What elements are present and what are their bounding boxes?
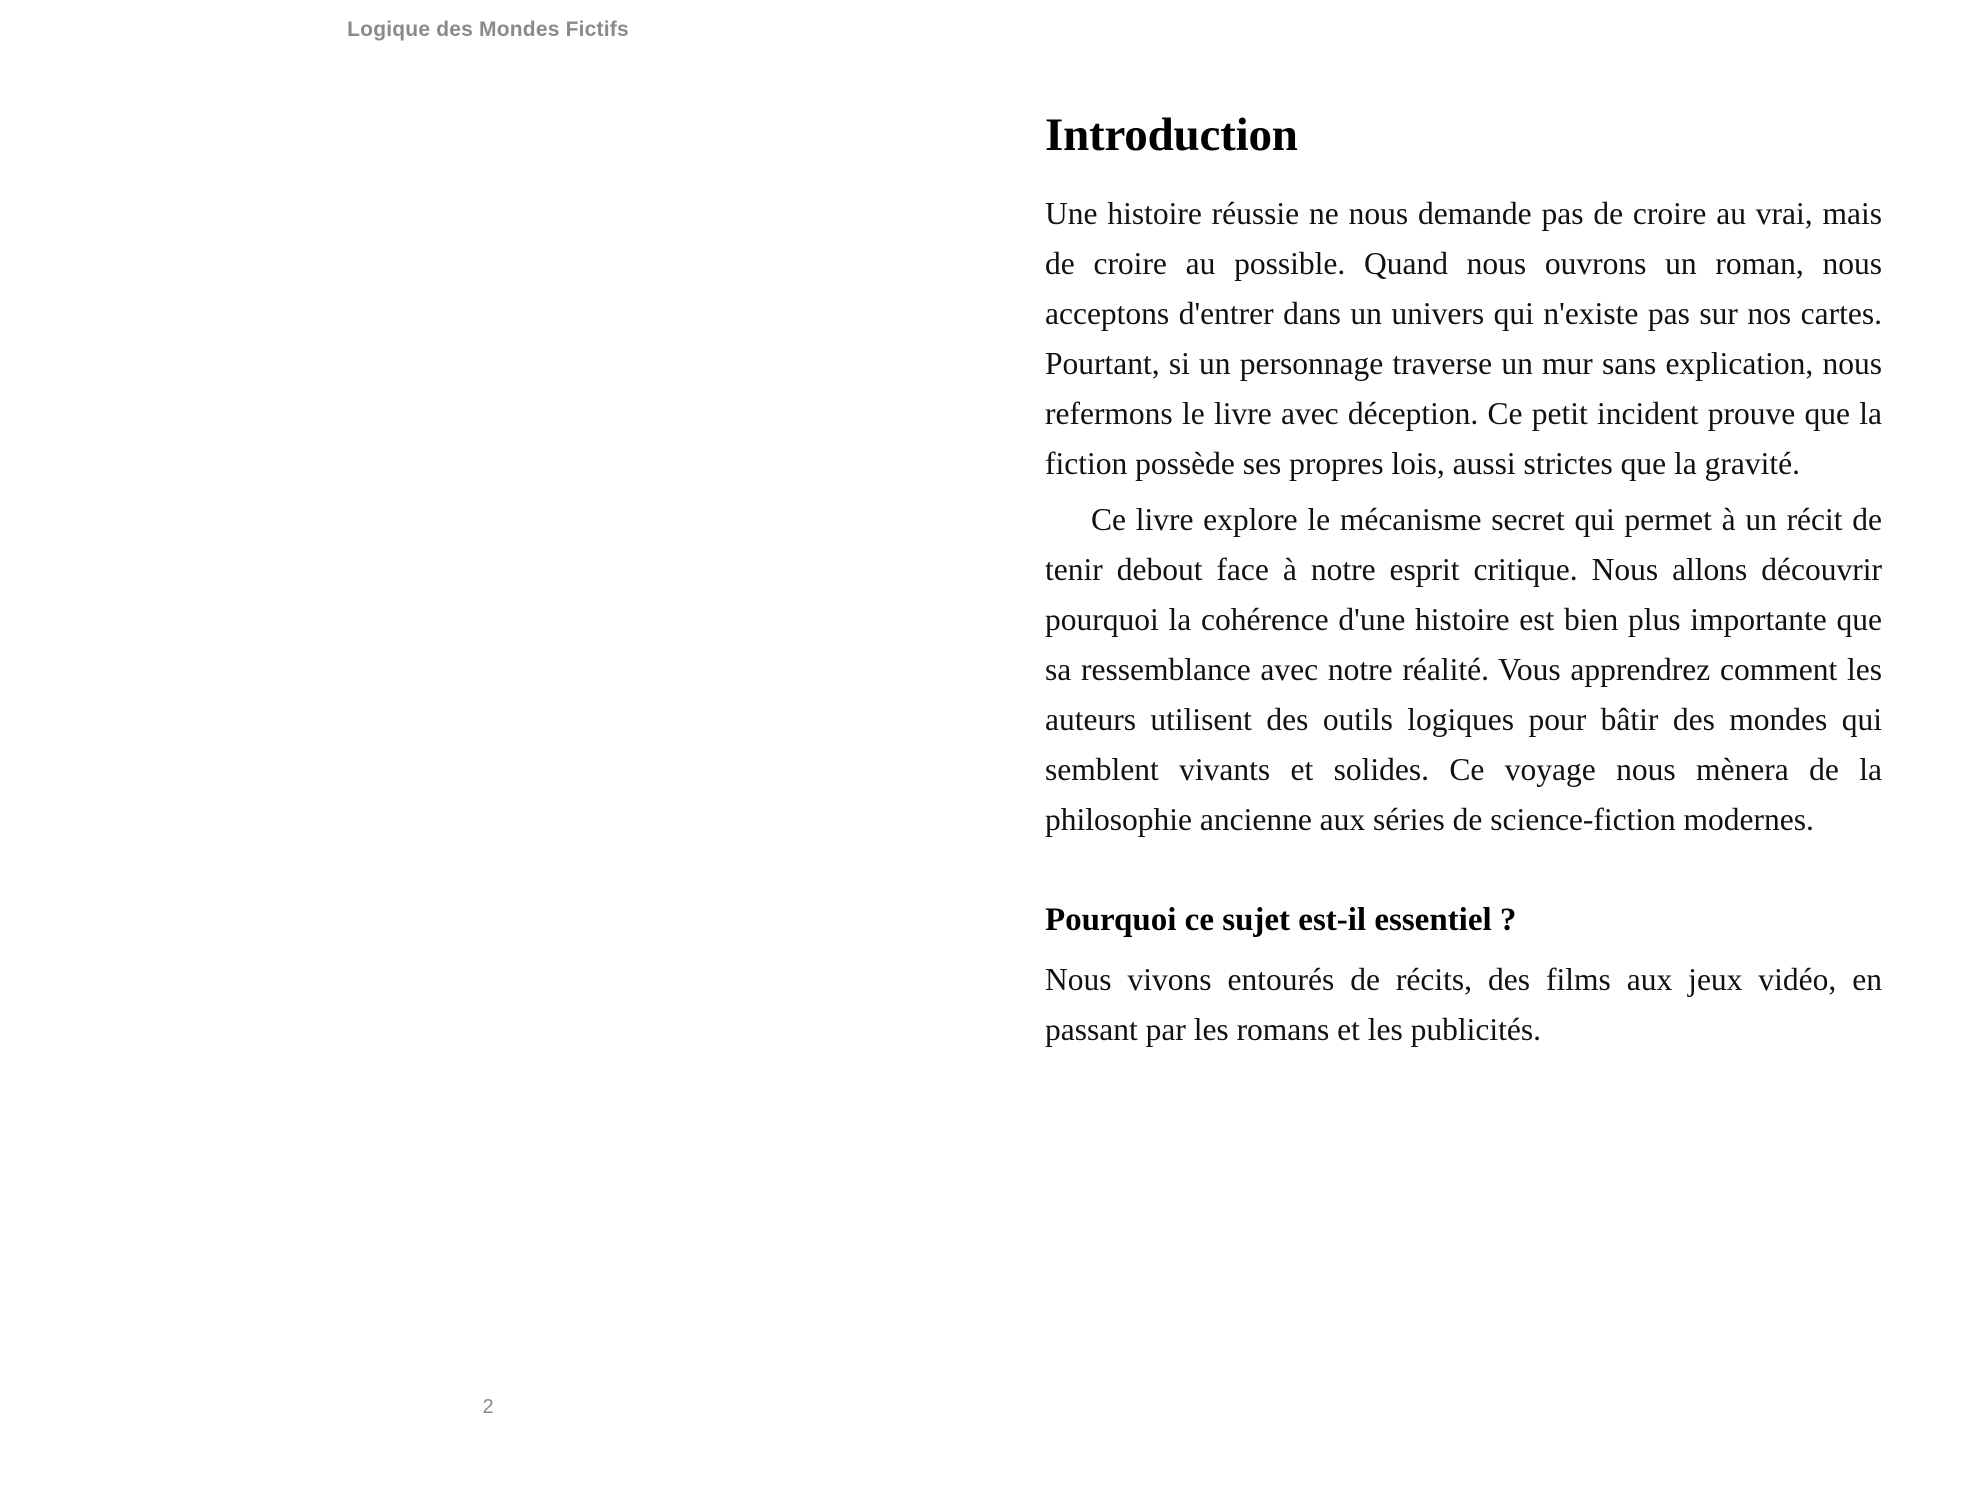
page-number-footer (0, 1396, 1952, 1419)
paragraph-pourquoi-first: Nous vivons entourés de récits, des films aux jeux vidéo, en passant par les romans et les publicités. (1045, 961, 1882, 1047)
text-column (1045, 0, 1882, 1055)
chapter-title: Introduction (1045, 109, 1298, 161)
page-number: 2 (482, 1396, 494, 1418)
running-header-title: Logique des Mondes Fictifs (347, 18, 629, 41)
paragraph-intro-first: Une histoire réussie ne nous demande pas de croire au vrai, mais de croire au possible. Quand nous ouvrons un roman, nous acceptons d'entrer dans un univers qui n'existe pas sur nos cartes. Pourtant, si un personnage traverse un mur sans explication, nous refermons le livre avec déception. Ce petit incident prouve que la fiction possède ses propres lois, aussi strictes que la gravité. (1045, 196, 1882, 482)
section-heading-pourquoi: Pourquoi ce sujet est-il essentiel ? (1045, 902, 1517, 939)
paragraph-intro-second: Ce livre explore le mécanisme secret qui permet à un récit de tenir debout face à notre esprit critique. Nous allons découvrir pourquoi la cohérence d'une histoire est bien plus importante que sa ressemblance avec notre réalité. Vous apprendrez comment les auteurs utilisent des outils logiques pour bâtir des mondes qui semblent vivants et solides. Ce voyage nous mènera de la philosophie ancienne aux séries de science-fiction modernes. (1045, 502, 1882, 838)
